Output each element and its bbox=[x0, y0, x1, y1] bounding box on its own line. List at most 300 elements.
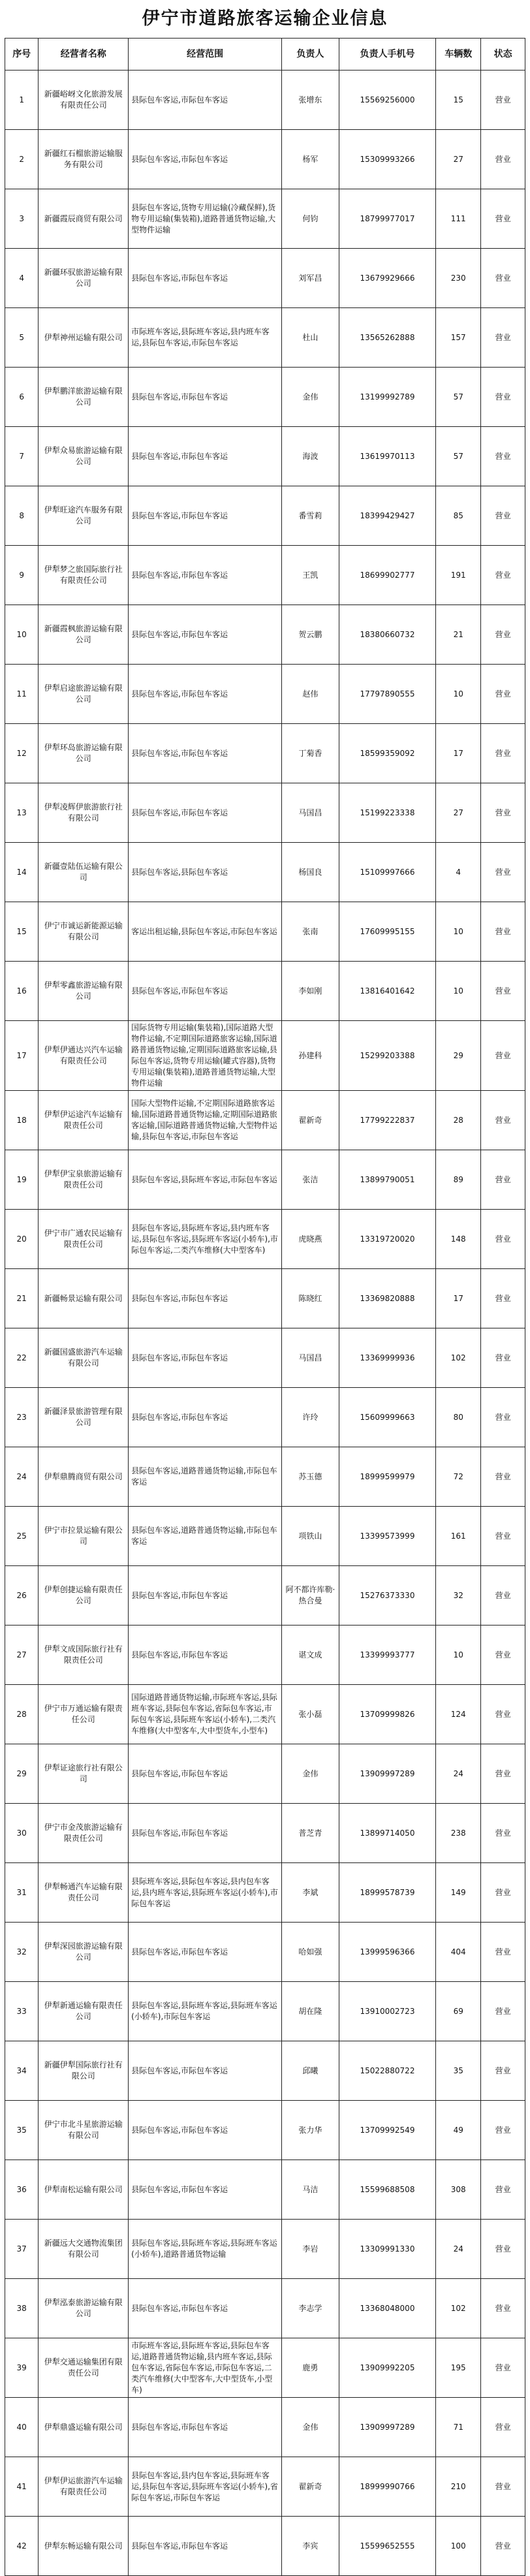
cell-operator: 伊犁启途旅游运输有限公司 bbox=[39, 665, 129, 724]
cell-scope: 县际班车客运,县际包车客运,县内包车客运,县内班车客运,县际班车客运(小轿车),市际包车客运 bbox=[129, 1863, 282, 1923]
cell-status: 营业 bbox=[481, 1447, 525, 1507]
cell-status: 营业 bbox=[481, 1566, 525, 1626]
cell-scope: 县际包车客运,市际包车客运 bbox=[129, 249, 282, 308]
cell-scope: 县际包车客运,货物专用运输(冷藏保鲜),货物专用运输(集装箱),道路普通货物运输,大型物件运输 bbox=[129, 189, 282, 249]
cell-manager: 邱曦 bbox=[282, 2041, 339, 2101]
cell-scope: 市际班车客运,县际班车客运,县内班车客运,县际包车客运,市际包车客运 bbox=[129, 308, 282, 368]
table-row bbox=[5, 2101, 525, 2160]
table-row bbox=[5, 189, 525, 249]
cell-phone: 15599652555 bbox=[339, 2517, 436, 2576]
cell-no: 29 bbox=[5, 1744, 39, 1804]
cell-status: 营业 bbox=[481, 2041, 525, 2101]
table-row bbox=[5, 486, 525, 546]
table-row bbox=[5, 2041, 525, 2101]
table-row bbox=[5, 1626, 525, 1685]
cell-no: 26 bbox=[5, 1566, 39, 1626]
cell-operator: 新疆红石榴旅游运输服务有限公司 bbox=[39, 130, 129, 189]
cell-scope: 县际包车客运,市际包车客运 bbox=[129, 486, 282, 546]
cell-phone: 15109997666 bbox=[339, 843, 436, 902]
cell-operator: 新疆峪岈文化旅游发展有限责任公司 bbox=[39, 71, 129, 130]
cell-manager: 谌文成 bbox=[282, 1626, 339, 1685]
table-row bbox=[5, 2160, 525, 2220]
cell-operator: 伊宁市诚运新能源运输有限公司 bbox=[39, 902, 129, 962]
cell-scope: 县际包车客运,县际班车客运,县际班车客运(小轿车),道路普通货物运输 bbox=[129, 2220, 282, 2279]
cell-no: 3 bbox=[5, 189, 39, 249]
cell-status: 营业 bbox=[481, 2457, 525, 2517]
cell-manager: 丁菊香 bbox=[282, 724, 339, 783]
cell-vehicles: 80 bbox=[436, 1388, 481, 1447]
cell-no: 41 bbox=[5, 2457, 39, 2517]
cell-manager: 杨国良 bbox=[282, 843, 339, 902]
cell-no: 16 bbox=[5, 962, 39, 1021]
cell-scope: 县际包车客运,市际包车客运 bbox=[129, 724, 282, 783]
cell-scope: 县际包车客运,县际班车客运,市际包车客运 bbox=[129, 1150, 282, 1210]
cell-status: 营业 bbox=[481, 2160, 525, 2220]
cell-vehicles: 29 bbox=[436, 1021, 481, 1091]
cell-status: 营业 bbox=[481, 1507, 525, 1566]
cell-phone: 13679929666 bbox=[339, 249, 436, 308]
cell-manager: 虎晓燕 bbox=[282, 1210, 339, 1269]
cell-operator: 伊犁创捷运输有限责任公司 bbox=[39, 1566, 129, 1626]
cell-vehicles: 195 bbox=[436, 2338, 481, 2398]
table-row bbox=[5, 1744, 525, 1804]
cell-scope: 县际包车客运,市际包车客运 bbox=[129, 368, 282, 427]
cell-status: 营业 bbox=[481, 427, 525, 486]
cell-operator: 新疆远大交通物流集团有限公司 bbox=[39, 2220, 129, 2279]
cell-status: 营业 bbox=[481, 130, 525, 189]
cell-phone: 13619970113 bbox=[339, 427, 436, 486]
cell-no: 34 bbox=[5, 2041, 39, 2101]
cell-phone: 13899790051 bbox=[339, 1150, 436, 1210]
cell-vehicles: 32 bbox=[436, 1566, 481, 1626]
cell-scope: 县际包车客运,市际包车客运 bbox=[129, 2041, 282, 2101]
cell-status: 营业 bbox=[481, 1863, 525, 1923]
cell-vehicles: 15 bbox=[436, 71, 481, 130]
cell-phone: 15599688508 bbox=[339, 2160, 436, 2220]
cell-no: 35 bbox=[5, 2101, 39, 2160]
cell-scope: 市际班车客运,县际班车客运,县际包车客运,道路普通货物运输,县内班车客运,县际包车客运,省际包车客运,市际包车客运,二类汽车维修(大中型客车,大中型货车,小型车) bbox=[129, 2338, 282, 2398]
cell-vehicles: 24 bbox=[436, 1744, 481, 1804]
cell-status: 营业 bbox=[481, 1744, 525, 1804]
cell-no: 38 bbox=[5, 2279, 39, 2338]
cell-manager: 翟新奇 bbox=[282, 2457, 339, 2517]
cell-scope: 县际包车客运,县际班车客运,县际班车客运(小轿车),市际包车客运 bbox=[129, 1982, 282, 2041]
cell-scope: 县际包车客运,市际包车客运 bbox=[129, 2279, 282, 2338]
cell-phone: 15309993266 bbox=[339, 130, 436, 189]
cell-status: 营业 bbox=[481, 2398, 525, 2457]
cell-no: 20 bbox=[5, 1210, 39, 1269]
cell-manager: 苏玉德 bbox=[282, 1447, 339, 1507]
table-row bbox=[5, 1982, 525, 2041]
cell-manager: 翟新奇 bbox=[282, 1091, 339, 1150]
cell-no: 22 bbox=[5, 1328, 39, 1388]
cell-status: 营业 bbox=[481, 1982, 525, 2041]
cell-operator: 伊犁凌辉伊旅游旅行社有限公司 bbox=[39, 783, 129, 843]
cell-operator: 伊犁东畅运输有限公司 bbox=[39, 2517, 129, 2576]
table-row bbox=[5, 2457, 525, 2517]
table-row bbox=[5, 1091, 525, 1150]
table-row bbox=[5, 1863, 525, 1923]
table-row bbox=[5, 71, 525, 130]
cell-vehicles: 161 bbox=[436, 1507, 481, 1566]
cell-phone: 13199992789 bbox=[339, 368, 436, 427]
cell-status: 营业 bbox=[481, 71, 525, 130]
cell-status: 营业 bbox=[481, 308, 525, 368]
cell-scope: 县际包车客运,县际包车客运 bbox=[129, 843, 282, 902]
cell-status: 营业 bbox=[481, 1626, 525, 1685]
cell-scope: 县际包车客运,道路普通货物运输,市际包车客运 bbox=[129, 1507, 282, 1566]
cell-no: 36 bbox=[5, 2160, 39, 2220]
cell-operator: 新疆伊犁国际旅行社有限公司 bbox=[39, 2041, 129, 2101]
cell-status: 营业 bbox=[481, 486, 525, 546]
cell-manager: 马国昌 bbox=[282, 783, 339, 843]
cell-scope: 县际包车客运,市际包车客运 bbox=[129, 1626, 282, 1685]
cell-no: 11 bbox=[5, 665, 39, 724]
cell-manager: 李宾 bbox=[282, 2517, 339, 2576]
table-row bbox=[5, 1566, 525, 1626]
cell-manager: 李斌 bbox=[282, 1863, 339, 1923]
cell-manager: 番雪莉 bbox=[282, 486, 339, 546]
cell-operator: 伊犁旺途汽车服务有限公司 bbox=[39, 486, 129, 546]
cell-operator: 伊犁伊宝泉旅游运输有限责任公司 bbox=[39, 1150, 129, 1210]
cell-status: 营业 bbox=[481, 2517, 525, 2576]
table-row bbox=[5, 1210, 525, 1269]
cell-manager: 许玲 bbox=[282, 1388, 339, 1447]
cell-operator: 新疆国盛旅游汽车运输有限公司 bbox=[39, 1328, 129, 1388]
table-row bbox=[5, 1804, 525, 1863]
cell-status: 营业 bbox=[481, 605, 525, 665]
cell-manager: 李如刚 bbox=[282, 962, 339, 1021]
cell-vehicles: 72 bbox=[436, 1447, 481, 1507]
cell-scope: 县际包车客运,县际班车客运,县内班车客运,县际包车客运,县际班车客运(小轿车),市际包车客运,二类汽车维修(大中型客车) bbox=[129, 1210, 282, 1269]
cell-operator: 伊犁新通运输有限责任公司 bbox=[39, 1982, 129, 2041]
cell-vehicles: 149 bbox=[436, 1863, 481, 1923]
cell-status: 营业 bbox=[481, 665, 525, 724]
cell-status: 营业 bbox=[481, 724, 525, 783]
header-operator: 经营者名称 bbox=[39, 39, 129, 71]
cell-operator: 伊犁文成国际旅行社有限责任公司 bbox=[39, 1626, 129, 1685]
cell-phone: 13909997289 bbox=[339, 1744, 436, 1804]
cell-scope: 县际包车客运,市际包车客运 bbox=[129, 2160, 282, 2220]
cell-manager: 马洁 bbox=[282, 2160, 339, 2220]
cell-operator: 伊犁交通运输集团有限责任公司 bbox=[39, 2338, 129, 2398]
table-row bbox=[5, 2338, 525, 2398]
cell-phone: 18999578739 bbox=[339, 1863, 436, 1923]
cell-phone: 18380660732 bbox=[339, 605, 436, 665]
cell-status: 营业 bbox=[481, 1804, 525, 1863]
cell-operator: 伊犁深园旅游运输有限公司 bbox=[39, 1923, 129, 1982]
cell-vehicles: 4 bbox=[436, 843, 481, 902]
cell-vehicles: 124 bbox=[436, 1685, 481, 1744]
cell-no: 30 bbox=[5, 1804, 39, 1863]
cell-vehicles: 308 bbox=[436, 2160, 481, 2220]
cell-manager: 项铁山 bbox=[282, 1507, 339, 1566]
cell-scope: 县际包车客运,市际包车客运 bbox=[129, 962, 282, 1021]
cell-operator: 伊犁伊通达兴汽车运输有限责任公司 bbox=[39, 1021, 129, 1091]
cell-vehicles: 157 bbox=[436, 308, 481, 368]
cell-status: 营业 bbox=[481, 783, 525, 843]
cell-no: 17 bbox=[5, 1021, 39, 1091]
cell-vehicles: 27 bbox=[436, 783, 481, 843]
cell-phone: 17799222837 bbox=[339, 1091, 436, 1150]
cell-status: 营业 bbox=[481, 1021, 525, 1091]
cell-scope: 县际包车客运,市际包车客运 bbox=[129, 2517, 282, 2576]
cell-phone: 18599359092 bbox=[339, 724, 436, 783]
cell-vehicles: 238 bbox=[436, 1804, 481, 1863]
cell-no: 13 bbox=[5, 783, 39, 843]
cell-scope: 县际包车客运,市际包车客运 bbox=[129, 2101, 282, 2160]
table-row bbox=[5, 783, 525, 843]
cell-vehicles: 10 bbox=[436, 665, 481, 724]
cell-operator: 新疆霞枫旅游运输有限公司 bbox=[39, 605, 129, 665]
table-row bbox=[5, 368, 525, 427]
header-status: 状态 bbox=[481, 39, 525, 71]
table-row bbox=[5, 130, 525, 189]
cell-no: 40 bbox=[5, 2398, 39, 2457]
header-no: 序号 bbox=[5, 39, 39, 71]
cell-vehicles: 24 bbox=[436, 2220, 481, 2279]
cell-scope: 县际包车客运,市际包车客运 bbox=[129, 2398, 282, 2457]
table-row bbox=[5, 962, 525, 1021]
cell-no: 2 bbox=[5, 130, 39, 189]
cell-manager: 何钧 bbox=[282, 189, 339, 249]
cell-no: 32 bbox=[5, 1923, 39, 1982]
cell-phone: 17797890555 bbox=[339, 665, 436, 724]
cell-status: 营业 bbox=[481, 962, 525, 1021]
cell-status: 营业 bbox=[481, 368, 525, 427]
cell-status: 营业 bbox=[481, 249, 525, 308]
cell-no: 1 bbox=[5, 71, 39, 130]
table-row bbox=[5, 605, 525, 665]
cell-manager: 杜山 bbox=[282, 308, 339, 368]
cell-operator: 伊宁市万通运输有限责任公司 bbox=[39, 1685, 129, 1744]
cell-vehicles: 89 bbox=[436, 1150, 481, 1210]
cell-vehicles: 148 bbox=[436, 1210, 481, 1269]
table-row bbox=[5, 902, 525, 962]
cell-phone: 13309991330 bbox=[339, 2220, 436, 2279]
cell-vehicles: 49 bbox=[436, 2101, 481, 2160]
cell-vehicles: 102 bbox=[436, 1328, 481, 1388]
cell-manager: 张增东 bbox=[282, 71, 339, 130]
cell-operator: 伊犁环岛旅游运输有限公司 bbox=[39, 724, 129, 783]
cell-vehicles: 17 bbox=[436, 724, 481, 783]
cell-status: 营业 bbox=[481, 2338, 525, 2398]
header-manager: 负责人 bbox=[282, 39, 339, 71]
page-title: 伊宁市道路旅客运输企业信息 bbox=[142, 8, 388, 29]
cell-manager: 阿不都许库勒·热合曼 bbox=[282, 1566, 339, 1626]
cell-operator: 伊犁零鑫旅游运输有限公司 bbox=[39, 962, 129, 1021]
cell-operator: 伊犁梦之旅国际旅行社有限责任公司 bbox=[39, 546, 129, 605]
table-header-row bbox=[5, 39, 525, 71]
cell-no: 5 bbox=[5, 308, 39, 368]
table-row bbox=[5, 308, 525, 368]
cell-scope: 县际包车客运,市际包车客运 bbox=[129, 1804, 282, 1863]
cell-manager: 海波 bbox=[282, 427, 339, 486]
cell-manager: 张南 bbox=[282, 902, 339, 962]
cell-status: 营业 bbox=[481, 1210, 525, 1269]
cell-operator: 伊宁市金茂旅游运输有限责任公司 bbox=[39, 1804, 129, 1863]
cell-vehicles: 17 bbox=[436, 1269, 481, 1328]
table-row bbox=[5, 1447, 525, 1507]
cell-vehicles: 100 bbox=[436, 2517, 481, 2576]
cell-operator: 伊犁众易旅游运输有限公司 bbox=[39, 427, 129, 486]
cell-status: 营业 bbox=[481, 843, 525, 902]
cell-no: 28 bbox=[5, 1685, 39, 1744]
cell-scope: 县际包车客运,市际包车客运 bbox=[129, 1388, 282, 1447]
cell-manager: 赵伟 bbox=[282, 665, 339, 724]
cell-no: 37 bbox=[5, 2220, 39, 2279]
cell-no: 4 bbox=[5, 249, 39, 308]
cell-vehicles: 10 bbox=[436, 902, 481, 962]
cell-operator: 伊犁南松运输有限公司 bbox=[39, 2160, 129, 2220]
cell-phone: 13369820888 bbox=[339, 1269, 436, 1328]
header-vehicles: 车辆数 bbox=[436, 39, 481, 71]
cell-phone: 13909992205 bbox=[339, 2338, 436, 2398]
cell-operator: 新疆环驭旅游运输有限公司 bbox=[39, 249, 129, 308]
cell-vehicles: 21 bbox=[436, 605, 481, 665]
cell-no: 27 bbox=[5, 1626, 39, 1685]
cell-phone: 13909997289 bbox=[339, 2398, 436, 2457]
cell-status: 营业 bbox=[481, 1328, 525, 1388]
table-body bbox=[5, 71, 525, 2576]
cell-phone: 18799977017 bbox=[339, 189, 436, 249]
cell-scope: 县际包车客运,市际包车客运 bbox=[129, 1566, 282, 1626]
cell-phone: 18399429427 bbox=[339, 486, 436, 546]
table-row bbox=[5, 1269, 525, 1328]
cell-manager: 陈晓红 bbox=[282, 1269, 339, 1328]
cell-operator: 伊犁伊运旅游汽车运输有限责任公司 bbox=[39, 2457, 129, 2517]
cell-no: 12 bbox=[5, 724, 39, 783]
cell-scope: 县际包车客运,道路普通货物运输,市际包车客运 bbox=[129, 1447, 282, 1507]
cell-phone: 13399993777 bbox=[339, 1626, 436, 1685]
cell-vehicles: 210 bbox=[436, 2457, 481, 2517]
cell-scope: 县际包车客运,市际包车客运 bbox=[129, 1328, 282, 1388]
cell-phone: 15199223338 bbox=[339, 783, 436, 843]
cell-status: 营业 bbox=[481, 2279, 525, 2338]
cell-vehicles: 57 bbox=[436, 427, 481, 486]
cell-operator: 新疆畅景运输有限公司 bbox=[39, 1269, 129, 1328]
cell-phone: 13999596366 bbox=[339, 1923, 436, 1982]
cell-phone: 15299203388 bbox=[339, 1021, 436, 1091]
cell-manager: 贺云鹏 bbox=[282, 605, 339, 665]
cell-manager: 张力华 bbox=[282, 2101, 339, 2160]
cell-manager: 李志学 bbox=[282, 2279, 339, 2338]
cell-status: 营业 bbox=[481, 1150, 525, 1210]
cell-scope: 县际包车客运,市际包车客运 bbox=[129, 1923, 282, 1982]
cell-manager: 胡在隆 bbox=[282, 1982, 339, 2041]
cell-no: 7 bbox=[5, 427, 39, 486]
table-row bbox=[5, 427, 525, 486]
cell-no: 10 bbox=[5, 605, 39, 665]
table-row bbox=[5, 724, 525, 783]
table-row bbox=[5, 665, 525, 724]
cell-scope: 县际包车客运,市际包车客运 bbox=[129, 130, 282, 189]
cell-vehicles: 404 bbox=[436, 1923, 481, 1982]
cell-status: 营业 bbox=[481, 1388, 525, 1447]
cell-phone: 13709992549 bbox=[339, 2101, 436, 2160]
cell-vehicles: 191 bbox=[436, 546, 481, 605]
header-scope: 经营范围 bbox=[129, 39, 282, 71]
cell-manager: 王凯 bbox=[282, 546, 339, 605]
cell-scope: 客运出租运输,县际包车客运,市际包车客运 bbox=[129, 902, 282, 962]
cell-no: 42 bbox=[5, 2517, 39, 2576]
cell-no: 33 bbox=[5, 1982, 39, 2041]
cell-no: 18 bbox=[5, 1091, 39, 1150]
cell-no: 6 bbox=[5, 368, 39, 427]
cell-manager: 马国昌 bbox=[282, 1328, 339, 1388]
cell-manager: 普芝青 bbox=[282, 1804, 339, 1863]
cell-status: 营业 bbox=[481, 1269, 525, 1328]
cell-manager: 金伟 bbox=[282, 2398, 339, 2457]
cell-operator: 伊宁市北斗星旅游运输有限公司 bbox=[39, 2101, 129, 2160]
cell-vehicles: 10 bbox=[436, 1626, 481, 1685]
table-row bbox=[5, 843, 525, 902]
cell-operator: 伊犁鹏洋旅游运输有限公司 bbox=[39, 368, 129, 427]
table-row bbox=[5, 2398, 525, 2457]
cell-phone: 18999599979 bbox=[339, 1447, 436, 1507]
cell-scope: 国际货物专用运输(集装箱),国际道路大型物件运输,不定期国际道路旅客运输,国际道路普通货物运输,定期国际道路旅客运输,县际包车客运,货物专用运输(罐式容器),货物专用运输(集装箱),道路普通货物运输,大型物件运输 bbox=[129, 1021, 282, 1091]
cell-phone: 17609995155 bbox=[339, 902, 436, 962]
cell-phone: 13899714050 bbox=[339, 1804, 436, 1863]
cell-vehicles: 230 bbox=[436, 249, 481, 308]
cell-scope: 国际道路普通货物运输,市际班车客运,县际班车客运,县际包车客运,省际包车客运,市际包车客运,县际班车客运(小轿车),二类汽车维修(大中型客车,大中型货车,小型车) bbox=[129, 1685, 282, 1744]
cell-operator: 伊犁泓泰旅游运输有限公司 bbox=[39, 2279, 129, 2338]
cell-operator: 新疆霞辰商贸有限公司 bbox=[39, 189, 129, 249]
table-row bbox=[5, 1507, 525, 1566]
cell-status: 营业 bbox=[481, 2220, 525, 2279]
cell-phone: 18699902777 bbox=[339, 546, 436, 605]
cell-no: 19 bbox=[5, 1150, 39, 1210]
cell-vehicles: 102 bbox=[436, 2279, 481, 2338]
cell-operator: 伊犁畅通汽车运输有限责任公司 bbox=[39, 1863, 129, 1923]
cell-phone: 13369999936 bbox=[339, 1328, 436, 1388]
cell-vehicles: 35 bbox=[436, 2041, 481, 2101]
cell-status: 营业 bbox=[481, 2101, 525, 2160]
table-row bbox=[5, 2517, 525, 2576]
cell-manager: 哈如强 bbox=[282, 1923, 339, 1982]
table-row bbox=[5, 2279, 525, 2338]
cell-operator: 伊宁市拉景运输有限公司 bbox=[39, 1507, 129, 1566]
cell-scope: 县际包车客运,市际包车客运 bbox=[129, 783, 282, 843]
cell-operator: 伊犁神州运输有限公司 bbox=[39, 308, 129, 368]
cell-scope: 县际包车客运,市际包车客运 bbox=[129, 71, 282, 130]
cell-phone: 13910002723 bbox=[339, 1982, 436, 2041]
cell-vehicles: 10 bbox=[436, 962, 481, 1021]
cell-operator: 伊犁鼎盛运输有限公司 bbox=[39, 2398, 129, 2457]
cell-operator: 新疆泽景旅游管理有限公司 bbox=[39, 1388, 129, 1447]
cell-phone: 13565262888 bbox=[339, 308, 436, 368]
cell-no: 39 bbox=[5, 2338, 39, 2398]
cell-status: 营业 bbox=[481, 902, 525, 962]
cell-vehicles: 28 bbox=[436, 1091, 481, 1150]
cell-phone: 13399573999 bbox=[339, 1507, 436, 1566]
cell-manager: 杨军 bbox=[282, 130, 339, 189]
cell-operator: 伊犁证途旅行社有限公司 bbox=[39, 1744, 129, 1804]
cell-phone: 13709999826 bbox=[339, 1685, 436, 1744]
cell-vehicles: 111 bbox=[436, 189, 481, 249]
cell-status: 营业 bbox=[481, 1091, 525, 1150]
cell-manager: 李岩 bbox=[282, 2220, 339, 2279]
cell-no: 14 bbox=[5, 843, 39, 902]
cell-operator: 伊犁伊运途汽车运输有限责任公司 bbox=[39, 1091, 129, 1150]
cell-scope: 县际包车客运,市际包车客运 bbox=[129, 1744, 282, 1804]
table-row bbox=[5, 546, 525, 605]
table-row bbox=[5, 1150, 525, 1210]
cell-no: 9 bbox=[5, 546, 39, 605]
cell-phone: 13368048000 bbox=[339, 2279, 436, 2338]
cell-manager: 金伟 bbox=[282, 368, 339, 427]
cell-scope: 县际包车客运,市际包车客运 bbox=[129, 1269, 282, 1328]
